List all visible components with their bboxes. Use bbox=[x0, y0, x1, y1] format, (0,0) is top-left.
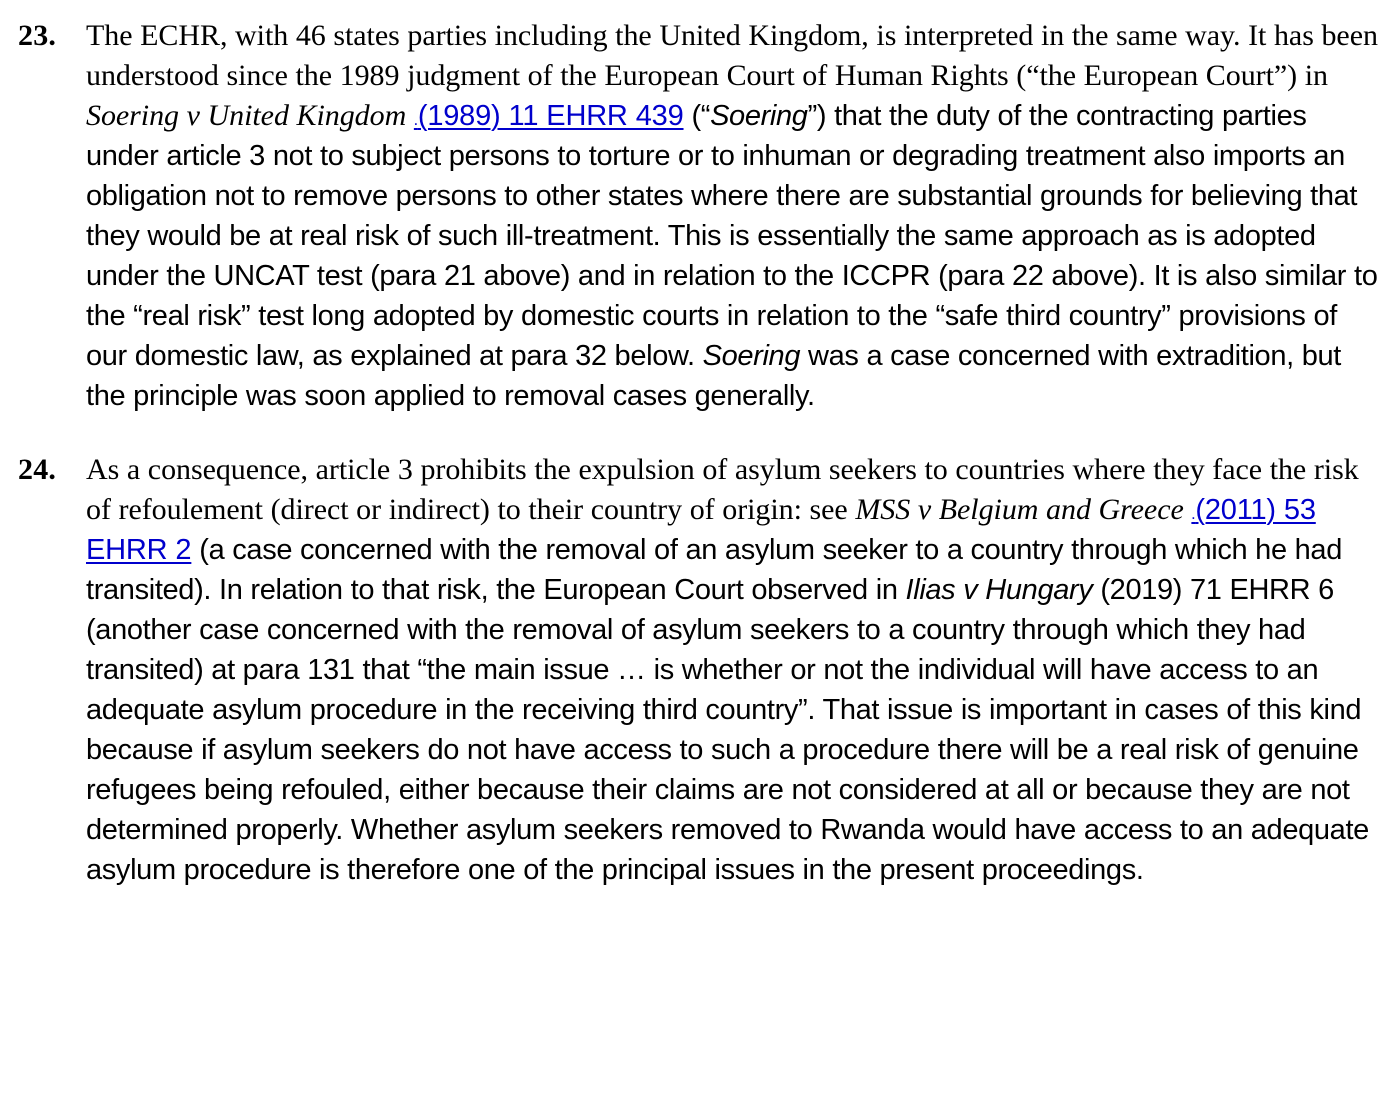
case-short-name-soering-1: Soering bbox=[710, 100, 808, 132]
link-lead-mark-23: . bbox=[413, 112, 418, 129]
numbered-paragraph-24 bbox=[14, 450, 1382, 890]
numbered-paragraph-23 bbox=[14, 16, 1382, 416]
paragraph-24-main-text: (2019) 71 EHRR 6 (another case concerned with the removal of asylum seekers to a country through which they had transited) at para 131 that “the main issue … is whether or not the individual will have access to an adequate asylum procedure in the receiving third country”. That issue is important in cases of this kind because if asylum seekers do not have access to such a procedure there will be a real risk of genuine refugees being refouled, either because their claims are not considered at all or because they are not determined properly. Whether asylum seekers removed to Rwanda would have access to an adequate asylum procedure is therefore one of the principal issues in the present proceedings. bbox=[86, 574, 1369, 886]
case-citation-mss-v-belgium-and-greece: MSS v Belgium and Greece bbox=[855, 493, 1184, 526]
paragraph-number-23: 23. bbox=[18, 19, 57, 52]
paragraph-23-tail-text: was a case concerned with extradition, but the principle was soon applied to removal cases generally. bbox=[86, 340, 1341, 412]
case-short-name-soering-2: Soering bbox=[702, 340, 801, 372]
case-citation-soering-v-united-kingdom: Soering v United Kingdom bbox=[86, 99, 407, 132]
paragraph-24-lead-text: As a consequence, article 3 prohibits the expulsion of asylum seekers to countries where they face the risk of refoulement (direct or indirect) to their country of origin: see bbox=[86, 453, 1359, 526]
citation-link-2011-53-ehrr-2[interactable]: (2011) 53 EHRR 2 bbox=[86, 494, 1316, 566]
paragraph-23-main-text: ”) that the duty of the contracting parties under article 3 not to subject persons to torture or to inhuman or degrading treatment also imports an obligation not to remove persons to other states where there are substantial grounds for believing that they would be at real risk of such ill-treatment. This is essentially the same approach as is adopted under the UNCAT test (para 21 above) and in relation to the ICCPR (para 22 above). It is also similar to the “real risk” test long adopted by domestic courts in relation to the “safe third country” provisions of our domestic law, as explained at para 32 below. bbox=[86, 100, 1378, 372]
paragraph-24-after-link-text: (a case concerned with the removal of an asylum seeker to a country through which he had transited). In relation to that risk, the European Court observed in bbox=[86, 534, 1342, 606]
case-citation-ilias-v-hungary: Ilias v Hungary bbox=[905, 574, 1093, 606]
paragraph-body-23 bbox=[86, 16, 1382, 416]
citation-link-1989-11-ehrr-439[interactable]: (1989) 11 EHRR 439 bbox=[417, 100, 684, 132]
paragraph-23-lead-text: The ECHR, with 46 states parties including the United Kingdom, is interpreted in the same way. It has been understood since the 1989 judgment of the European Court of Human Rights (“the European Court”) in bbox=[86, 19, 1378, 92]
paragraph-number-24: 24. bbox=[18, 453, 57, 486]
link-lead-mark-24: . bbox=[1191, 506, 1196, 523]
paragraph-23-after-link-open: (“ bbox=[683, 100, 711, 132]
paragraph-body-24 bbox=[86, 450, 1382, 890]
